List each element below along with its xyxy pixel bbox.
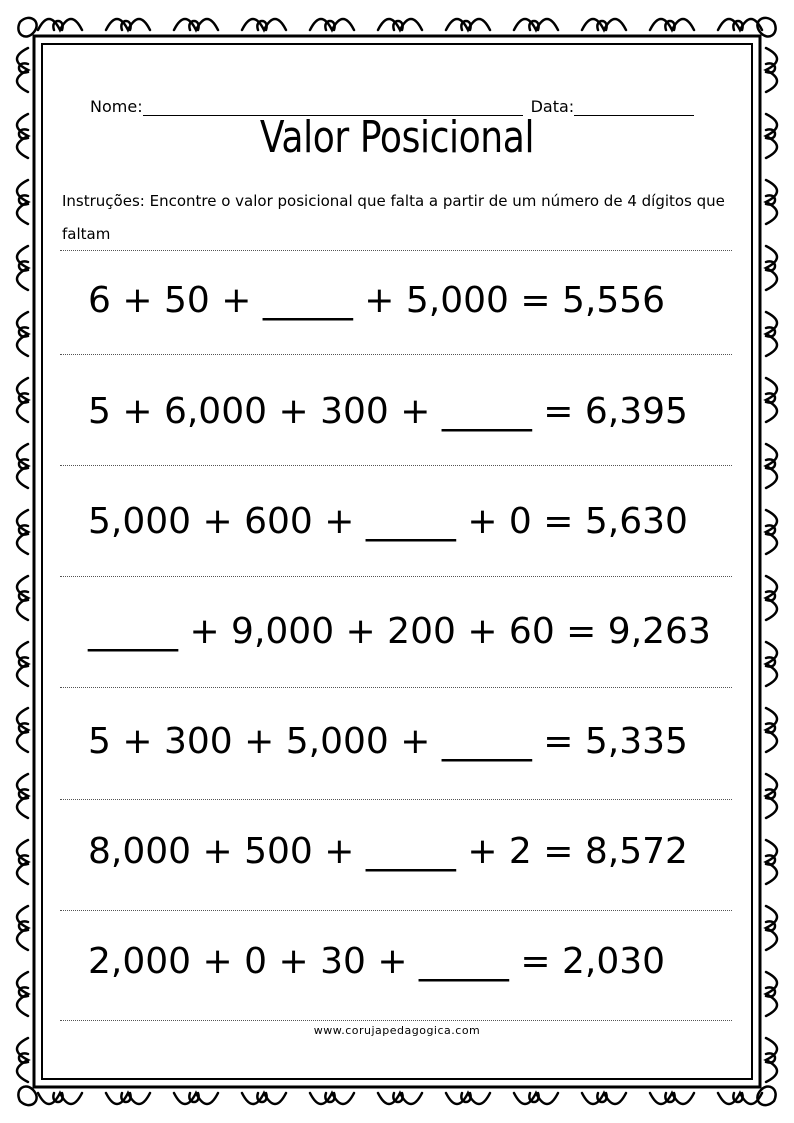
divider-dotted xyxy=(60,465,732,466)
divider-dotted xyxy=(60,687,732,688)
divider-dotted xyxy=(60,354,732,355)
divider-dotted xyxy=(60,799,732,800)
footer-url: www.corujapedagogica.com xyxy=(313,1024,481,1037)
name-label: Nome: xyxy=(90,97,143,116)
problem-6: 8,000 + 500 + _____ + 2 = 8,572 xyxy=(88,831,688,872)
divider-dotted xyxy=(60,1020,732,1021)
instructions-text: Instruções: Encontre o valor posicional que falta a partir de um número de 4 dígitos que faltam xyxy=(62,192,725,243)
divider-dotted xyxy=(60,576,732,577)
problem-2: 5 + 6,000 + 300 + _____ = 6,395 xyxy=(88,391,688,432)
problem-7: 2,000 + 0 + 30 + _____ = 2,030 xyxy=(88,941,666,982)
problem-1: 6 + 50 + _____ + 5,000 = 5,556 xyxy=(88,280,666,321)
problem-5: 5 + 300 + 5,000 + _____ = 5,335 xyxy=(88,721,688,762)
problem-4: _____ + 9,000 + 200 + 60 = 9,263 xyxy=(88,611,711,652)
page-title: Valor Posicional xyxy=(259,112,535,163)
divider-dotted xyxy=(60,910,732,911)
date-label: Data: xyxy=(530,97,575,116)
divider-dotted xyxy=(60,250,732,251)
problem-3: 5,000 + 600 + _____ + 0 = 5,630 xyxy=(88,501,688,542)
